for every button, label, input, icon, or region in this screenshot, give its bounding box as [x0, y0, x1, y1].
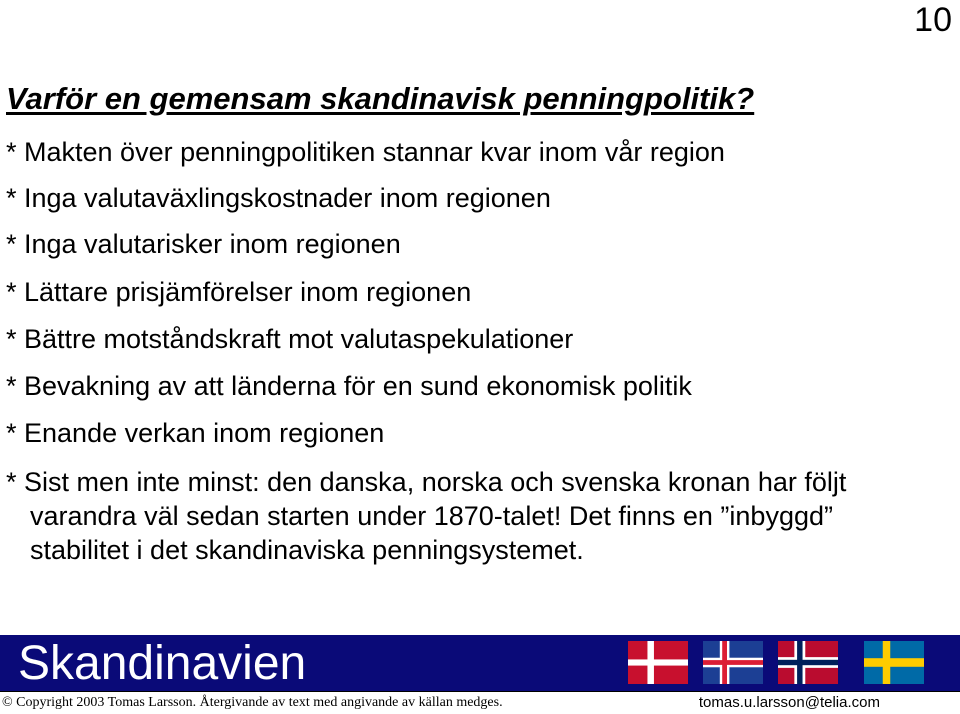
copyright-text: © Copyright 2003 Tomas Larsson. Återgivande av text med angivande av källan medges.	[2, 695, 503, 710]
list-item: * Bättre motståndskraft mot valutaspekulationer	[6, 324, 574, 354]
contact-email: tomas.u.larsson@telia.com	[698, 694, 880, 711]
page-title: Varför en gemensam skandinavisk penningpolitik?	[6, 81, 755, 116]
list-item-line: stabilitet i det skandinaviska penningsystemet.	[30, 535, 584, 565]
list-item: * Lättare prisjämförelser inom regionen	[6, 277, 472, 307]
iceland-flag-icon	[703, 641, 763, 684]
banner-label: Skandinavien	[18, 637, 307, 690]
list-item: * Inga valutarisker inom regionen	[6, 229, 401, 259]
footer-banner	[0, 635, 960, 691]
list-item-line: varandra väl sedan starten under 1870-talet! Det finns en ”inbyggd”	[30, 501, 833, 531]
list-item-line: * Sist men inte minst: den danska, norska och svenska kronan har följt	[6, 467, 847, 497]
list-item: * Makten över penningpolitiken stannar kvar inom vår region	[6, 137, 725, 167]
list-item: * Bevakning av att länderna för en sund ekonomisk politik	[6, 371, 692, 401]
list-item: * Enande verkan inom regionen	[6, 418, 385, 448]
page-number: 10	[914, 1, 952, 39]
sweden-flag-icon	[864, 641, 924, 684]
list-item: * Inga valutaväxlingskostnader inom regionen	[6, 183, 551, 213]
norway-flag-icon	[778, 641, 838, 684]
list-item-last	[6, 465, 846, 567]
page-footer	[0, 691, 960, 714]
denmark-flag-icon	[628, 641, 688, 684]
